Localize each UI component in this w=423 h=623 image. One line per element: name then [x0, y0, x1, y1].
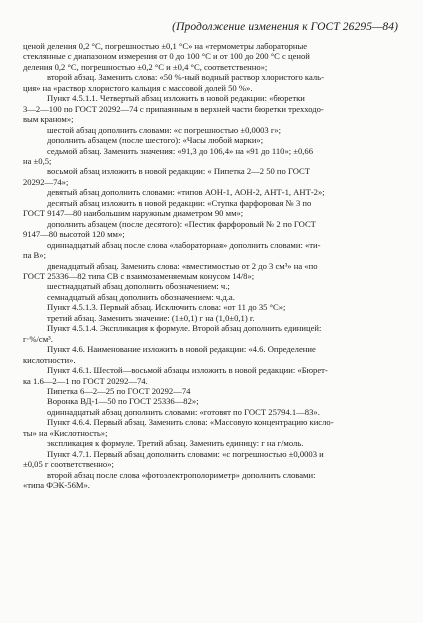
text-line: Пункт 4.7.1. Первый абзац дополнить словами: «с погрешностью ±0,0003 и: [47, 448, 324, 459]
text-line: десятый абзац изложить в новой редакции: «Ступка фарфоровая № 3 по: [47, 197, 312, 208]
text-line: второй абзац. Заменить слова: «50 %-ный водный раствор хлористого каль-: [47, 72, 324, 83]
text-line: вым краном»;: [23, 114, 74, 125]
text-line: одиннадцатый абзац после слова «лабораторная» дополнить словами: «ти-: [47, 239, 321, 250]
text-line: восьмой абзац изложить в новой редакции: « Пипетка 2—2 50 по ГОСТ: [47, 166, 311, 177]
text-line: стеклянные с диапазоном измерения от 0 до 100 °С и от 100 до 200 °С с ценой: [23, 51, 310, 62]
text-line: Пипетка 6—2—25 по ГОСТ 20292—74: [47, 385, 191, 396]
text-line: ка 1.6—2—1 по ГОСТ 20292—74.: [23, 375, 148, 386]
page-header: (Продолжение изменения к ГОСТ 26295—84): [172, 21, 398, 33]
text-line: двенадцатый абзац. Заменить слова: «вместимостью от 2 до 3 см³» на «по: [47, 260, 318, 271]
text-line: Пункт 4.5.1.3. Первый абзац. Исключить слова: «от 11 до 35 °С»;: [47, 302, 286, 313]
text-line: г·%/см³.: [23, 333, 53, 344]
text-line: 20292—74»;: [23, 176, 69, 187]
text-line: седьмой абзац. Заменить значения: «91,3 до 106,4» на «91 до 110»; ±0,66: [47, 145, 314, 156]
text-line: на ±0,5;: [23, 155, 52, 166]
text-line: 9147—80 высотой 120 мм»;: [23, 229, 125, 240]
text-line: шестнадцатый абзац дополнить обозначением: ч.;: [47, 281, 230, 292]
text-line: дополнить абзацем (после десятого): «Пестик фарфоровый № 2 по ГОСТ: [47, 218, 316, 229]
text-line: второй абзац после слова «фотоэлектрополориметр» дополнить словами:: [47, 469, 316, 480]
text-line: семнадцатый абзац дополнить обозначением: ч.д.а.: [47, 291, 235, 302]
text-line: ГОСТ 9147—80 наибольшим наружным диаметром 90 мм»;: [23, 208, 244, 219]
text-line: Пункт 4.5.1.4. Экспликация к формуле. Второй абзац дополнить единицей:: [47, 323, 322, 334]
text-line: третий абзац. Заменить значение: (1±0,1) г на (1,0±0,1) г.: [47, 312, 255, 323]
text-line: па В»;: [23, 250, 46, 261]
text-line: Пункт 4.6.4. Первый абзац. Заменить слова: «Массовую концентрацию кисло-: [47, 417, 334, 428]
text-line: Пункт 4.6.1. Шестой—восьмой абзацы изложить в новой редакции: «Бюрет-: [47, 365, 328, 376]
text-line: деления 0,2 °С, погрешностью ±0,2 °С и ±0,4 °С, соответственно»;: [23, 61, 268, 72]
text-line: дополнить абзацем (после шестого): «Часы любой марки»;: [47, 135, 264, 146]
text-line: шестой абзац дополнить словами: «с погрешностью ±0,0003 г»;: [47, 124, 282, 135]
text-line: ты» на «Кислотность»;: [23, 427, 108, 438]
text-line: ГОСТ 25336—82 типа СВ с взаимозаменяемым конусом 14/8»;: [23, 270, 255, 281]
text-line: Пункт 4.6. Наименование изложить в новой редакции: «4.6. Определение: [47, 344, 316, 355]
text-line: экспликация к формуле. Третий абзац. Заменить единицу: г на г/моль.: [47, 438, 304, 449]
text-line: ±0,05 г соответственно»;: [23, 459, 114, 470]
text-line: ценой деления 0,2 °С, погрешностью ±0,1 °С» на «термометры лабораторные: [23, 41, 308, 51]
text-line: Воронка ВД-1—50 по ГОСТ 25336—82»;: [47, 396, 199, 407]
document-body: [23, 41, 399, 490]
text-line: кислотности».: [23, 354, 76, 365]
text-line: Пункт 4.5.1.1. Четвертый абзац изложить в новой редакции: «бюретки: [47, 93, 305, 104]
text-line: «типа ФЭК-56М».: [23, 480, 90, 491]
text-line: 3—2—100 по ГОСТ 20292—74 с припаянным в верхней части бюретки трехходо-: [23, 103, 324, 114]
text-line: ция» на «раствор хлористого кальция с массовой долей 50 %».: [23, 82, 253, 93]
text-line: девятый абзац дополнить словами: «типов АОН-1, АОН-2, АНТ-1, АНТ-2»;: [47, 187, 325, 198]
text-line: одиннадцатый абзац дополнить словами: «готовят по ГОСТ 25794.1—83».: [47, 406, 320, 417]
